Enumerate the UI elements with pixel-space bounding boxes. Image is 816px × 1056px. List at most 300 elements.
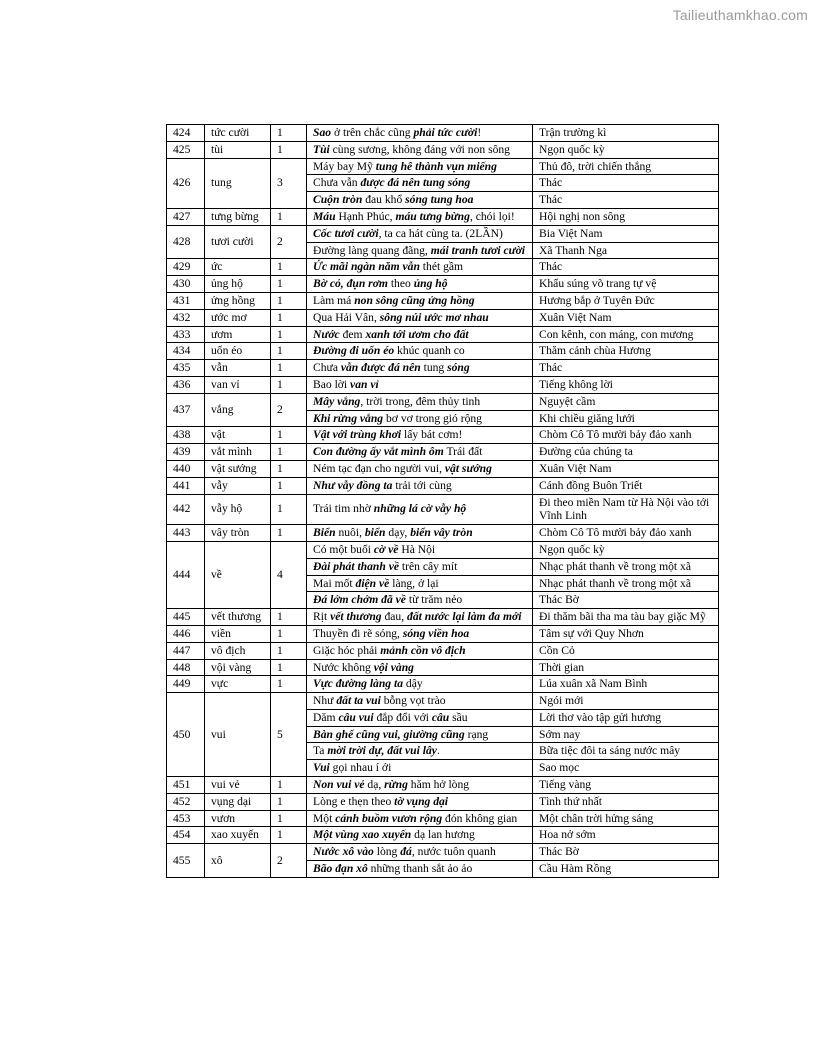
plain-text: Như bbox=[313, 694, 337, 708]
source-title: Hoa nở sớm bbox=[533, 827, 719, 844]
plain-text: ! bbox=[477, 126, 482, 139]
entry-word: vui vẻ bbox=[205, 777, 271, 794]
source-title: Bia Việt Nam bbox=[533, 225, 719, 242]
highlighted-phrase: Non vui vẻ bbox=[313, 778, 365, 792]
entry-number: 444 bbox=[167, 541, 205, 608]
entry-word: vô địch bbox=[205, 642, 271, 659]
highlighted-phrase: non sông cũng ửng hồng bbox=[354, 293, 475, 307]
entry-number: 425 bbox=[167, 141, 205, 158]
entry-count: 1 bbox=[271, 625, 307, 642]
plain-text: , chói lọi! bbox=[469, 209, 515, 223]
plain-text: sầu bbox=[449, 710, 468, 724]
table-row bbox=[167, 225, 719, 242]
table-row bbox=[167, 541, 719, 558]
example-line bbox=[307, 158, 533, 175]
plain-text: Ta bbox=[313, 744, 328, 758]
example-line bbox=[307, 494, 533, 525]
example-line bbox=[307, 360, 533, 377]
example-line bbox=[307, 125, 533, 142]
source-title: Sao mọc bbox=[533, 760, 719, 777]
example-line bbox=[307, 777, 533, 794]
entry-word: vẫy hộ bbox=[205, 494, 271, 525]
plain-text: những thanh sắt ảo ảo bbox=[367, 862, 473, 876]
highlighted-phrase: sóng viền hoa bbox=[402, 626, 470, 640]
highlighted-phrase: Sao bbox=[313, 126, 332, 139]
highlighted-phrase: mời trời dự, đất vui lây bbox=[327, 744, 437, 758]
entry-number: 450 bbox=[167, 693, 205, 777]
plain-text: Ném tạc đạn cho người vui, bbox=[313, 461, 445, 475]
source-title: Đi theo miền Nam từ Hà Nội vào tới Vĩnh Linh bbox=[533, 494, 719, 525]
entry-count: 2 bbox=[271, 393, 307, 427]
table-row bbox=[167, 360, 719, 377]
entry-word: tung bbox=[205, 158, 271, 208]
entry-count: 1 bbox=[271, 460, 307, 477]
highlighted-phrase: Mây vắng bbox=[313, 394, 361, 408]
entry-word: vết thương bbox=[205, 609, 271, 626]
plain-text: trải tới cùng bbox=[392, 478, 452, 492]
plain-text: Trái đất bbox=[443, 445, 483, 459]
entry-number: 424 bbox=[167, 125, 205, 142]
plain-text: Đường làng quang đãng, bbox=[313, 243, 431, 257]
highlighted-phrase: Nước bbox=[313, 327, 340, 341]
word-frequency-table bbox=[166, 124, 719, 878]
plain-text: rạng bbox=[464, 727, 489, 741]
watermark: Tailieuthamkhao.com bbox=[672, 7, 808, 23]
source-title: Lời thơ vào tập gửi hương bbox=[533, 709, 719, 726]
highlighted-phrase: Vật với trùng khơi bbox=[313, 428, 402, 442]
table-row bbox=[167, 525, 719, 542]
plain-text: . bbox=[436, 744, 440, 758]
entry-word: ủng hộ bbox=[205, 276, 271, 293]
plain-text: dậy bbox=[403, 677, 423, 691]
table-row bbox=[167, 642, 719, 659]
highlighted-phrase: Cuộn tròn bbox=[313, 193, 363, 207]
plain-text: đón không gian bbox=[442, 811, 518, 825]
table-row bbox=[167, 259, 719, 276]
example-line bbox=[307, 827, 533, 844]
highlighted-phrase: vội vàng bbox=[373, 660, 414, 674]
example-line bbox=[307, 393, 533, 410]
source-title: Thăm cảnh chùa Hương bbox=[533, 343, 719, 360]
entry-count: 1 bbox=[271, 141, 307, 158]
example-line bbox=[307, 642, 533, 659]
entry-count: 3 bbox=[271, 158, 307, 208]
entry-word: tùi bbox=[205, 141, 271, 158]
entry-count: 1 bbox=[271, 525, 307, 542]
example-line bbox=[307, 309, 533, 326]
source-title: Tâm sự với Quy Nhơn bbox=[533, 625, 719, 642]
plain-text: Hà Nội bbox=[398, 542, 436, 556]
highlighted-phrase: Máu bbox=[313, 209, 336, 223]
highlighted-phrase: biển bbox=[364, 526, 386, 540]
source-title: Thác bbox=[533, 192, 719, 209]
plain-text: đắp đổi với bbox=[373, 710, 432, 724]
table-row bbox=[167, 208, 719, 225]
table-row bbox=[167, 625, 719, 642]
highlighted-phrase: tờ vụng dại bbox=[394, 794, 449, 808]
entry-word: van vỉ bbox=[205, 376, 271, 393]
entry-number: 454 bbox=[167, 827, 205, 844]
source-title: Cánh đồng Buôn Triết bbox=[533, 477, 719, 494]
highlighted-phrase: vết thương bbox=[330, 610, 382, 624]
entry-word: vật sướng bbox=[205, 460, 271, 477]
highlighted-phrase: Cốc tươi cười bbox=[313, 226, 379, 240]
entry-word: về bbox=[205, 541, 271, 608]
table-row bbox=[167, 477, 719, 494]
entry-count: 1 bbox=[271, 827, 307, 844]
entry-number: 432 bbox=[167, 309, 205, 326]
highlighted-phrase: điện về bbox=[355, 576, 390, 590]
plain-text: Rịt bbox=[313, 610, 331, 624]
entry-number: 443 bbox=[167, 525, 205, 542]
entry-number: 441 bbox=[167, 477, 205, 494]
entry-word: ức bbox=[205, 259, 271, 276]
plain-text: Máy bay Mỹ bbox=[313, 159, 376, 173]
example-line bbox=[307, 609, 533, 626]
source-title: Thủ đô, trời chiến thắng bbox=[533, 158, 719, 175]
source-title: Thác bbox=[533, 360, 719, 377]
plain-text: dạ, bbox=[364, 778, 385, 792]
entry-number: 433 bbox=[167, 326, 205, 343]
entry-count: 1 bbox=[271, 376, 307, 393]
plain-text: cùng sương, không đáng với non sông bbox=[329, 142, 510, 156]
highlighted-phrase: Vui bbox=[313, 761, 330, 775]
entry-word: vật bbox=[205, 427, 271, 444]
entry-number: 431 bbox=[167, 292, 205, 309]
table-row bbox=[167, 141, 719, 158]
plain-text: đau khổ bbox=[362, 193, 406, 207]
example-line bbox=[307, 693, 533, 710]
highlighted-phrase: mảnh cồn vô địch bbox=[380, 643, 466, 657]
entry-word: vụng dại bbox=[205, 793, 271, 810]
example-line bbox=[307, 225, 533, 242]
highlighted-phrase: đất nước lại làm đa mới bbox=[407, 610, 522, 624]
plain-text: gọi nhau í ới bbox=[329, 761, 392, 775]
plain-text: khúc quanh co bbox=[394, 344, 465, 358]
entry-count: 2 bbox=[271, 844, 307, 878]
source-title: Lúa xuân xã Nam Bình bbox=[533, 676, 719, 693]
example-line bbox=[307, 709, 533, 726]
entry-word: viền bbox=[205, 625, 271, 642]
highlighted-phrase: câu vui bbox=[338, 710, 374, 724]
source-title: Con kênh, con máng, con mương bbox=[533, 326, 719, 343]
table-row bbox=[167, 676, 719, 693]
entry-count: 1 bbox=[271, 793, 307, 810]
highlighted-phrase: tung hê thành vụn miếng bbox=[375, 159, 497, 173]
source-title: Hương bắp ở Tuyên Đức bbox=[533, 292, 719, 309]
highlighted-phrase: biển vây tròn bbox=[410, 526, 473, 540]
entry-word: tưng bừng bbox=[205, 208, 271, 225]
example-line bbox=[307, 592, 533, 609]
entry-number: 434 bbox=[167, 343, 205, 360]
entry-count: 1 bbox=[271, 276, 307, 293]
table-row bbox=[167, 393, 719, 410]
entry-number: 446 bbox=[167, 625, 205, 642]
source-title: Khi chiều giăng lưới bbox=[533, 410, 719, 427]
plain-text: đem bbox=[339, 327, 366, 341]
entry-number: 455 bbox=[167, 844, 205, 878]
highlighted-phrase: Đường đi uốn éo bbox=[313, 344, 395, 358]
example-line bbox=[307, 743, 533, 760]
example-line bbox=[307, 192, 533, 209]
entry-word: vắng bbox=[205, 393, 271, 427]
source-title: Tiếng vàng bbox=[533, 777, 719, 794]
source-title: Thác Bờ bbox=[533, 844, 719, 861]
example-line bbox=[307, 276, 533, 293]
plain-text: Có một buổi bbox=[313, 542, 374, 556]
plain-text: Mai mốt bbox=[313, 576, 356, 590]
example-line bbox=[307, 575, 533, 592]
source-title: Khẩu súng võ trang tự vệ bbox=[533, 276, 719, 293]
entry-number: 427 bbox=[167, 208, 205, 225]
plain-text: làng, ở lại bbox=[389, 576, 439, 590]
table-row bbox=[167, 158, 719, 175]
entry-word: vắt mình bbox=[205, 444, 271, 461]
example-line bbox=[307, 410, 533, 427]
source-title: Tiếng không lời bbox=[533, 376, 719, 393]
table-row bbox=[167, 494, 719, 525]
example-line bbox=[307, 444, 533, 461]
highlighted-phrase: sông núi ước mơ nhau bbox=[379, 310, 489, 324]
plain-text: thét gầm bbox=[419, 260, 464, 274]
example-line bbox=[307, 343, 533, 360]
plain-text: dạ lan hương bbox=[411, 828, 475, 842]
entry-word: vực bbox=[205, 676, 271, 693]
table-row bbox=[167, 793, 719, 810]
plain-text: từ trăm nẻo bbox=[405, 593, 463, 607]
highlighted-phrase: ủng hộ bbox=[413, 277, 448, 291]
entry-count: 1 bbox=[271, 777, 307, 794]
source-title: Thời gian bbox=[533, 659, 719, 676]
highlighted-phrase: cờ về bbox=[373, 542, 399, 556]
table-row bbox=[167, 777, 719, 794]
table-row bbox=[167, 844, 719, 861]
highlighted-phrase: Như vẫy đồng ta bbox=[313, 478, 393, 492]
entry-word: vây tròn bbox=[205, 525, 271, 542]
table-row bbox=[167, 309, 719, 326]
highlighted-phrase: Đá lởm chởm đã về bbox=[313, 593, 406, 607]
entry-count: 1 bbox=[271, 642, 307, 659]
highlighted-phrase: vẫn được đá nên bbox=[340, 361, 421, 375]
entry-count: 4 bbox=[271, 541, 307, 608]
plain-text: Chưa bbox=[313, 361, 341, 375]
source-title: Nhạc phát thanh về trong một xã bbox=[533, 558, 719, 575]
highlighted-phrase: van vỉ bbox=[350, 377, 379, 391]
entry-word: vẫn bbox=[205, 360, 271, 377]
entry-word: tức cười bbox=[205, 125, 271, 142]
entry-word: vươn bbox=[205, 810, 271, 827]
example-line bbox=[307, 541, 533, 558]
example-line bbox=[307, 726, 533, 743]
entry-count: 1 bbox=[271, 343, 307, 360]
entry-count: 1 bbox=[271, 810, 307, 827]
entry-number: 451 bbox=[167, 777, 205, 794]
example-line bbox=[307, 376, 533, 393]
entry-count: 1 bbox=[271, 477, 307, 494]
example-line bbox=[307, 793, 533, 810]
entry-number: 435 bbox=[167, 360, 205, 377]
entry-count: 1 bbox=[271, 292, 307, 309]
source-title: Ngói mới bbox=[533, 693, 719, 710]
example-line bbox=[307, 141, 533, 158]
source-title: Xuân Việt Nam bbox=[533, 309, 719, 326]
highlighted-phrase: câu bbox=[431, 710, 450, 724]
entry-number: 430 bbox=[167, 276, 205, 293]
highlighted-phrase: Biển bbox=[313, 526, 336, 540]
entry-word: ươm bbox=[205, 326, 271, 343]
source-title: Chòm Cô Tô mười bảy đảo xanh bbox=[533, 427, 719, 444]
example-line bbox=[307, 810, 533, 827]
highlighted-phrase: Bão đạn xô bbox=[313, 862, 368, 876]
table-row bbox=[167, 444, 719, 461]
entry-count: 1 bbox=[271, 125, 307, 142]
example-line bbox=[307, 625, 533, 642]
entry-count: 1 bbox=[271, 427, 307, 444]
entry-number: 426 bbox=[167, 158, 205, 208]
entry-number: 448 bbox=[167, 659, 205, 676]
highlighted-phrase: sóng tung hoa bbox=[405, 193, 474, 207]
highlighted-phrase: máu tưng bừng bbox=[395, 209, 470, 223]
entry-count: 1 bbox=[271, 259, 307, 276]
example-line bbox=[307, 208, 533, 225]
plain-text: theo bbox=[387, 277, 414, 291]
entry-count: 2 bbox=[271, 225, 307, 259]
entry-word: vội vàng bbox=[205, 659, 271, 676]
source-title: Ngọn quốc kỳ bbox=[533, 141, 719, 158]
plain-text: ở trên chắc cũng bbox=[331, 126, 414, 139]
plain-text: , trời trong, đêm thủy tinh bbox=[360, 394, 481, 408]
source-title: Cầu Hàm Rồng bbox=[533, 861, 719, 878]
entry-number: 445 bbox=[167, 609, 205, 626]
table-row bbox=[167, 659, 719, 676]
example-line bbox=[307, 659, 533, 676]
entry-count: 1 bbox=[271, 444, 307, 461]
source-title: Nhạc phát thanh về trong một xã bbox=[533, 575, 719, 592]
plain-text: lấy bát cơm! bbox=[401, 428, 463, 442]
example-line bbox=[307, 676, 533, 693]
highlighted-phrase: Ức mãi ngàn năm vẫn bbox=[313, 260, 420, 274]
highlighted-phrase: mái tranh tươi cười bbox=[430, 243, 526, 257]
table-row bbox=[167, 343, 719, 360]
plain-text: Qua Hải Vân, bbox=[313, 310, 380, 324]
table-row bbox=[167, 609, 719, 626]
highlighted-phrase: những lá cờ vẫy hộ bbox=[373, 502, 467, 516]
highlighted-phrase: cánh buồm vươn rộng bbox=[335, 811, 443, 825]
example-line bbox=[307, 175, 533, 192]
entry-number: 453 bbox=[167, 810, 205, 827]
source-title: Thác Bờ bbox=[533, 592, 719, 609]
plain-text: trên cây mít bbox=[399, 559, 458, 573]
plain-text: Dăm bbox=[313, 710, 339, 724]
source-title: Thác bbox=[533, 259, 719, 276]
plain-text: đau, bbox=[381, 610, 408, 624]
source-title: Cồn Cỏ bbox=[533, 642, 719, 659]
entry-number: 436 bbox=[167, 376, 205, 393]
source-title: Tình thứ nhất bbox=[533, 793, 719, 810]
table-row bbox=[167, 125, 719, 142]
table-row bbox=[167, 810, 719, 827]
plain-text: Lòng e thẹn theo bbox=[313, 794, 395, 808]
plain-text: Chưa vẫn bbox=[313, 176, 361, 190]
plain-text: Làm má bbox=[313, 293, 355, 307]
example-line bbox=[307, 525, 533, 542]
table-row bbox=[167, 827, 719, 844]
entry-number: 449 bbox=[167, 676, 205, 693]
plain-text: , ta ca hát cùng ta. (2LẦN) bbox=[378, 226, 503, 240]
plain-text: Thuyền đi rẽ sóng, bbox=[313, 626, 403, 640]
entry-word: vẫy bbox=[205, 477, 271, 494]
plain-text: Trái tim nhờ bbox=[313, 502, 374, 516]
source-title: Ngọn quốc kỳ bbox=[533, 541, 719, 558]
table-row bbox=[167, 693, 719, 710]
entry-number: 429 bbox=[167, 259, 205, 276]
entry-word: ước mơ bbox=[205, 309, 271, 326]
entry-count: 1 bbox=[271, 494, 307, 525]
entry-word: tươi cười bbox=[205, 225, 271, 259]
table-row bbox=[167, 292, 719, 309]
highlighted-phrase: vật sướng bbox=[444, 461, 492, 475]
highlighted-phrase: xanh tới ươm cho đất bbox=[365, 327, 469, 341]
highlighted-phrase: Một vùng xao xuyến bbox=[313, 828, 412, 842]
entry-word: vui bbox=[205, 693, 271, 777]
entry-number: 447 bbox=[167, 642, 205, 659]
highlighted-phrase: rừng bbox=[384, 778, 408, 792]
entry-word: ửng hồng bbox=[205, 292, 271, 309]
entry-count: 5 bbox=[271, 693, 307, 777]
source-title: Một chân trời hửng sáng bbox=[533, 810, 719, 827]
example-line bbox=[307, 760, 533, 777]
entry-count: 1 bbox=[271, 676, 307, 693]
table-row bbox=[167, 460, 719, 477]
plain-text: , nước tuôn quanh bbox=[411, 845, 496, 859]
plain-text: nuôi, bbox=[335, 526, 365, 540]
source-title: Hội nghị non sông bbox=[533, 208, 719, 225]
entry-count: 1 bbox=[271, 326, 307, 343]
example-line bbox=[307, 427, 533, 444]
highlighted-phrase: Vực đường làng ta bbox=[313, 677, 404, 691]
example-line bbox=[307, 242, 533, 259]
plain-text: dạy, bbox=[385, 526, 411, 540]
source-title: Sớm nay bbox=[533, 726, 719, 743]
plain-text: bỗng vọt trào bbox=[380, 694, 446, 708]
source-title: Bữa tiệc đôi ta sáng nước mây bbox=[533, 743, 719, 760]
source-title: Chòm Cô Tô mười bảy đảo xanh bbox=[533, 525, 719, 542]
plain-text: Một bbox=[313, 811, 336, 825]
entry-number: 437 bbox=[167, 393, 205, 427]
entry-number: 428 bbox=[167, 225, 205, 259]
highlighted-phrase: đá bbox=[400, 845, 412, 859]
highlighted-phrase: được đá nên tung sóng bbox=[360, 176, 471, 190]
plain-text: hăm hở lòng bbox=[407, 778, 470, 792]
entry-number: 440 bbox=[167, 460, 205, 477]
highlighted-phrase: Con đường ấy vắt mình ôm bbox=[313, 445, 444, 459]
entry-number: 452 bbox=[167, 793, 205, 810]
plain-text: tung bbox=[420, 361, 448, 375]
entry-count: 1 bbox=[271, 659, 307, 676]
entry-word: xô bbox=[205, 844, 271, 878]
source-title: Đường của chúng ta bbox=[533, 444, 719, 461]
entry-count: 1 bbox=[271, 309, 307, 326]
source-title: Xã Thanh Nga bbox=[533, 242, 719, 259]
source-title: Thác bbox=[533, 175, 719, 192]
entry-number: 442 bbox=[167, 494, 205, 525]
entry-number: 438 bbox=[167, 427, 205, 444]
highlighted-phrase: Bàn ghế cũng vui, giường cũng bbox=[313, 727, 465, 741]
source-title: Nguyệt cầm bbox=[533, 393, 719, 410]
source-title: Đi thăm bãi tha ma tàu bay giặc Mỹ bbox=[533, 609, 719, 626]
plain-text: lòng bbox=[373, 845, 401, 859]
entry-count: 1 bbox=[271, 208, 307, 225]
